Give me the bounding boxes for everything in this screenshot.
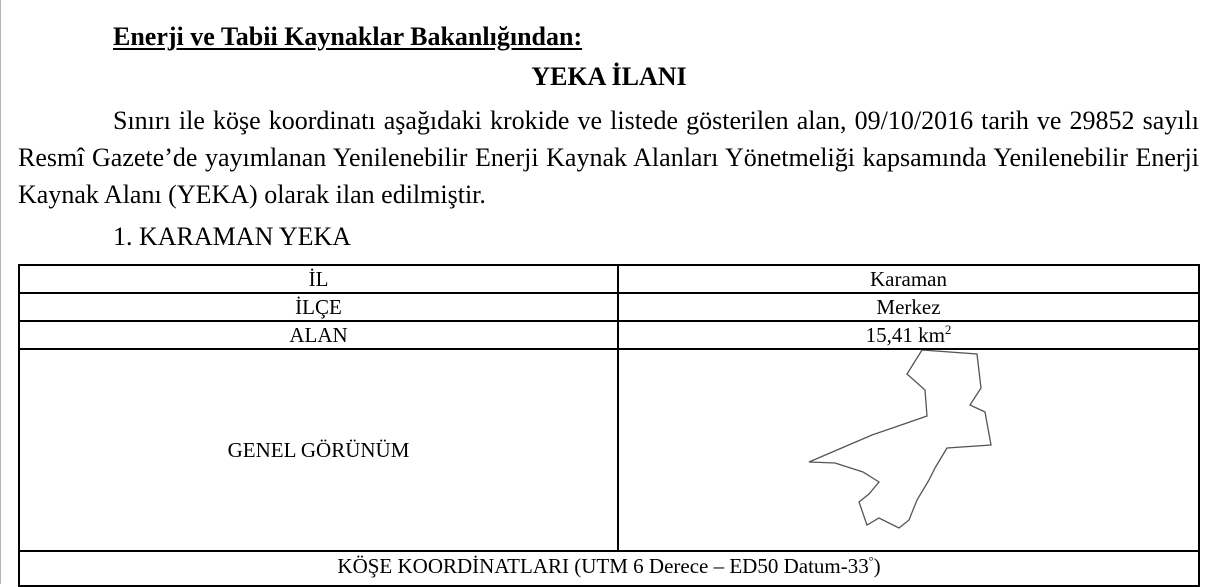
coordinates-title: KÖŞE KOORDİNATLARI (UTM 6 Derece – ED50 Datum-33 <box>337 554 869 578</box>
map-cell <box>618 349 1199 551</box>
table-row <box>19 321 1199 349</box>
row-label-il: İL <box>19 265 618 293</box>
map-container <box>619 350 1198 550</box>
table-row <box>19 551 1199 586</box>
row-value-il: Karaman <box>618 265 1199 293</box>
row-label-alan: ALAN <box>19 321 618 349</box>
yeka-info-table <box>18 264 1200 587</box>
table-row <box>19 293 1199 321</box>
degree-superscript: ° <box>868 554 874 568</box>
coordinates-title-end: ) <box>873 554 881 578</box>
row-label-ilce: İLÇE <box>19 293 618 321</box>
row-value-alan <box>618 321 1199 349</box>
table-row <box>19 265 1199 293</box>
area-boundary-outline-icon <box>807 350 1007 550</box>
issuer-heading: Enerji ve Tabii Kaynaklar Bakanlığından: <box>113 22 583 51</box>
area-value: 15,41 km <box>865 323 945 347</box>
area-unit-superscript: 2 <box>944 322 952 337</box>
section-title: 1. KARAMAN YEKA <box>113 222 352 251</box>
coordinates-header <box>19 551 1199 586</box>
row-value-ilce: Merkez <box>618 293 1199 321</box>
table-row <box>19 349 1199 551</box>
notice-title: YEKA İLANI <box>531 62 687 91</box>
notice-paragraph: Sınırı ile köşe koordinatı aşağıdaki krokide ve listede gösterilen alan, 09/10/2016 tarih ve 29852 sayılı Resmî Gazete’de yayımlanan Yenilenebilir Enerji Kaynak Alanları Yönetmeliği kapsamında Yenilenebilir Enerji Kaynak Alanı (YEKA) olarak ilan edilmiştir. <box>18 106 1199 209</box>
map-label: GENEL GÖRÜNÜM <box>19 349 618 551</box>
